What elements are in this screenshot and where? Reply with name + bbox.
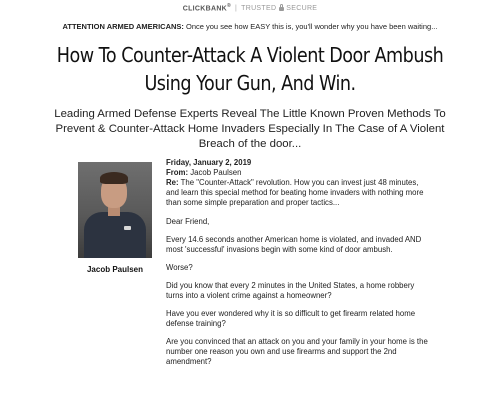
author-name: Jacob Paulsen [86,265,144,274]
attention-text: Once you see how EASY this is, you'll wonder why you have been waiting... [183,22,438,31]
body-paragraph: Every 14.6 seconds another American home is violated, and invaded AND most 'successful' invasions begin with some kind of door ambush. [166,235,422,254]
greeting: Dear Friend, [166,217,210,226]
secure-label: SECURE [286,4,318,12]
trust-separator: | [235,4,238,12]
body-paragraph: Are you convinced that an attack on you and your family in your home is the number one reason you own and use firearms and support the 2nd amendment? [166,337,428,366]
lock-icon [279,7,284,11]
page-headline: How To Counter-Attack A Violent Door Ambush Using Your Gun, And Win. [56,43,444,95]
clickbank-trust-bar [0,2,500,14]
shirt-logo [124,226,131,230]
body-paragraph: Worse? [166,263,193,272]
body-paragraph: Have you ever wondered why it is so difficult to get firearm related home defense training? [166,309,416,328]
from-value: Jacob Paulsen [188,168,242,177]
attention-label: ATTENTION ARMED AMERICANS: [62,22,184,31]
letter-date: Friday, January 2, 2019 [166,158,252,167]
trusted-label: TRUSTED [241,4,277,12]
letter-header [166,158,432,208]
clickbank-logo: CLICKBANK® [182,3,232,13]
author-column [78,162,152,274]
re-label: Re: [166,178,179,187]
re-value: The "Counter-Attack" revolution. How you can invest just 48 minutes, and learn this special method for beating home invaders with nothing more than some simple preparation and proper tactics... [166,178,424,207]
letter-body [166,158,432,375]
from-label: From: [166,168,189,177]
body-paragraph: Did you know that every 2 minutes in the United States, a home robbery turns into a violent crime against a homeowner? [166,281,415,300]
author-shirt [84,212,146,258]
page-subheadline: Leading Armed Defense Experts Reveal The Little Known Proven Methods To Prevent & Counter-Attack Home Invaders Especially In The Case of A Violent Breach of the door... [54,108,446,150]
author-hair [100,172,128,184]
author-photo [78,162,152,258]
attention-banner [0,22,500,31]
